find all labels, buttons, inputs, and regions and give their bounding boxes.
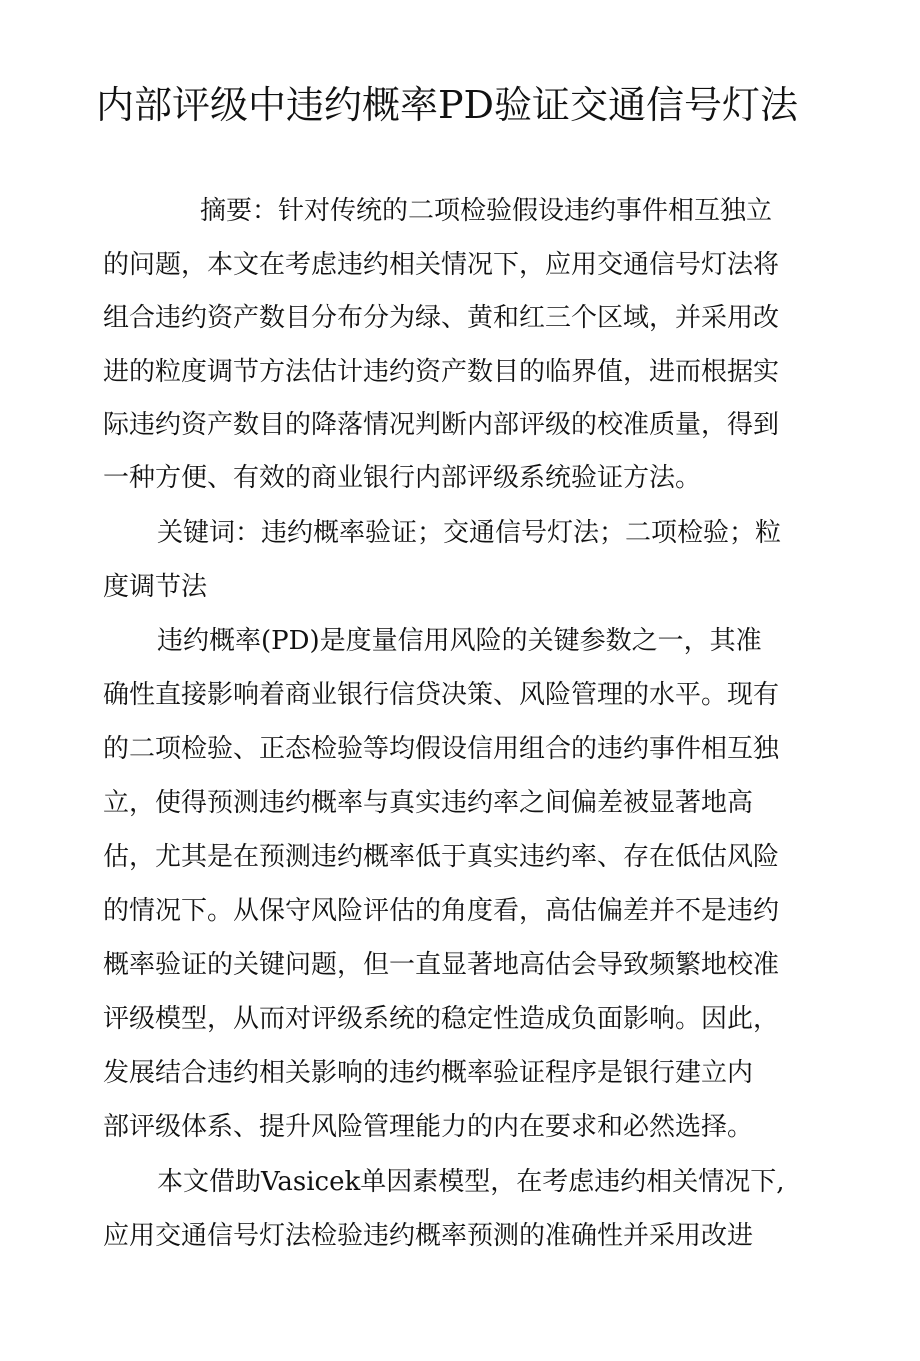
abstract-line: 一种方便、有效的商业银行内部评级系统验证方法。 [103,463,702,493]
paragraph-line: 确性直接影响着商业银行信贷决策、风险管理的水平。现有 [103,680,780,710]
abstract-line: 际违约资产数目的降落情况判断内部评级的校准质量，得到 [103,410,780,440]
paragraph-line: 应用交通信号灯法检验违约概率预测的准确性并采用改进 [103,1221,754,1251]
paragraph-line: 的二项检验、正态检验等均假设信用组合的违约事件相互独 [103,734,780,764]
abstract-line: 组合违约资产数目分布分为绿、黄和红三个区域，并采用改 [103,303,780,333]
abstract-line: 摘要：针对传统的二项检验假设违约事件相互独立 [200,196,773,226]
paragraph-line: 部评级体系、提升风险管理能力的内在要求和必然选择。 [103,1112,754,1142]
paragraph-line: 的情况下。从保守风险评估的角度看，高估偏差并不是违约 [103,896,780,926]
paragraph-line: 违约概率(PD)是度量信用风险的关键参数之一，其准 [157,626,762,656]
abstract-line: 进的粒度调节方法估计违约资产数目的临界值，进而根据实 [103,357,780,387]
paragraph-line: 发展结合违约相关影响的违约概率验证程序是银行建立内 [103,1058,754,1088]
keywords-line: 度调节法 [103,572,208,602]
paragraph-line: 立，使得预测违约概率与真实违约率之间偏差被显著地高 [103,788,754,818]
paragraph-line: 评级模型，从而对评级系统的稳定性造成负面影响。因此， [103,1004,780,1034]
paragraph-line: 概率验证的关键问题，但一直显著地高估会导致频繁地校准 [103,950,780,980]
document-title: 内部评级中违约概率PD验证交通信号灯法 [95,83,799,127]
paragraph-line: 估，尤其是在预测违约概率低于真实违约率、存在低估风险 [103,842,780,872]
paragraph-line: 本文借助Vasicek单因素模型，在考虑违约相关情况下, [157,1167,785,1197]
keywords-line: 关键词：违约概率验证；交通信号灯法；二项检验；粒 [157,518,782,548]
abstract-line: 的问题，本文在考虑违约相关情况下，应用交通信号灯法将 [103,250,780,280]
